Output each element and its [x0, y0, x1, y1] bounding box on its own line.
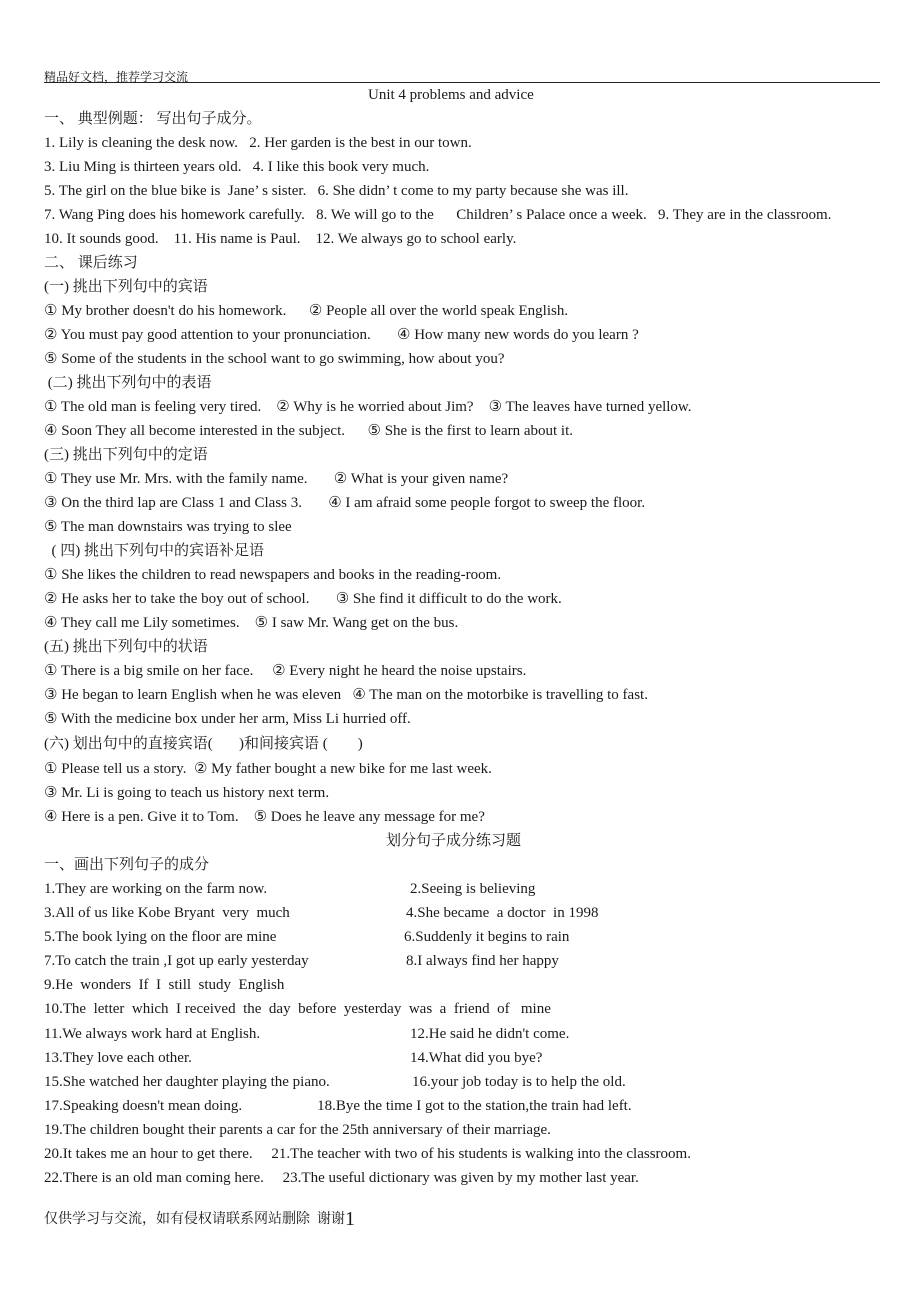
example-line: 5. The girl on the blue bike is Jane’ s sister. 6. She didn’ t come to my party because she was ill. — [44, 183, 629, 199]
sentence-right: 4.She became a doctor in 1998 — [406, 905, 599, 921]
exercise-line: ③ He began to learn English when he was eleven ④ The man on the motorbike is travelling to fast. — [44, 687, 648, 703]
sentence-line: 17.Speaking doesn't mean doing. 18.Bye the time I got to the station,the train had left. — [44, 1098, 632, 1114]
sentence-line: 9.He wonders If I still study English — [44, 977, 285, 993]
exercise-line: ③ Mr. Li is going to teach us history next term. — [44, 785, 330, 801]
section1-heading: 一、 典型例题： 写出句子成分。 — [44, 111, 262, 127]
exercise-line: ⑤ The man downstairs was trying to slee — [44, 519, 292, 535]
section2-heading: 二、 课后练习 — [44, 255, 138, 271]
sentence-right: 12.He said he didn't come. — [410, 1026, 570, 1042]
exercise-line: ② You must pay good attention to your pronunciation. ④ How many new words do you learn ? — [44, 327, 639, 343]
exercise-line: ① They use Mr. Mrs. with the family name. ② What is your given name? — [44, 471, 509, 487]
section3-heading: 一、画出下列句子的成分 — [44, 857, 210, 873]
example-line: 3. Liu Ming is thirteen years old. 4. I like this book very much. — [44, 159, 430, 175]
sentence-right: 2.Seeing is believing — [410, 881, 536, 897]
part-heading: (五) 挑出下列句中的状语 — [44, 639, 208, 655]
example-line: 7. Wang Ping does his homework carefully. 8. We will go to the Children’ s Palace once a week. 9. They are in the classroom. — [44, 207, 832, 223]
exercise-line: ② He asks her to take the boy out of school. ③ She find it difficult to do the work. — [44, 591, 562, 607]
exercise-line: ④ Soon They all become interested in the subject. ⑤ She is the first to learn about it. — [44, 423, 574, 439]
sentence-line: 22.There is an old man coming here. 23.The useful dictionary was given by my mother last year. — [44, 1170, 639, 1186]
part-heading: (二) 挑出下列句中的表语 — [44, 375, 212, 391]
sentence-left: 13.They love each other. — [44, 1050, 192, 1066]
sentence-left: 1.They are working on the farm now. — [44, 881, 268, 897]
sentence-right: 8.I always find her happy — [406, 953, 559, 969]
part-heading: ( 四) 挑出下列句中的宾语补足语 — [44, 543, 264, 559]
exercise-line: ① There is a big smile on her face. ② Every night he heard the noise upstairs. — [44, 663, 527, 679]
page-number: 1 — [345, 1208, 355, 1230]
sentence-left: 5.The book lying on the floor are mine — [44, 929, 277, 945]
exercise-line: ④ Here is a pen. Give it to Tom. ⑤ Does he leave any message for me? — [44, 809, 485, 825]
footer-text: 仅供学习与交流，如有侵权请联系网站删除 谢谢 — [44, 1212, 345, 1227]
exercise-line: ① Please tell us a story. ② My father bought a new bike for me last week. — [44, 761, 492, 777]
page-header-text: 精品好文档，推荐学习交流 — [44, 70, 189, 84]
part-heading: (一) 挑出下列句中的宾语 — [44, 279, 208, 295]
sentence-left: 7.To catch the train ,I got up early yesterday — [44, 953, 309, 969]
sentence-right: 16.your job today is to help the old. — [412, 1074, 626, 1090]
sentence-left: 11.We always work hard at English. — [44, 1026, 261, 1042]
example-line: 1. Lily is cleaning the desk now. 2. Her garden is the best in our town. — [44, 135, 472, 151]
exercise-line: ⑤ With the medicine box under her arm, Miss Li hurried off. — [44, 711, 411, 727]
exercise-line: ③ On the third lap are Class 1 and Class 3. ④ I am afraid some people forgot to sweep the floor. — [44, 495, 646, 511]
sentence-line: 19.The children bought their parents a car for the 25th anniversary of their marriage. — [44, 1122, 551, 1138]
exercise-line: ⑤ Some of the students in the school want to go swimming, how about you? — [44, 351, 505, 367]
sentence-right: 14.What did you bye? — [410, 1050, 543, 1066]
exercise-line: ① She likes the children to read newspapers and books in the reading-room. — [44, 567, 502, 583]
exercise-line: ④ They call me Lily sometimes. ⑤ I saw Mr. Wang get on the bus. — [44, 615, 459, 631]
sentence-right: 6.Suddenly it begins to rain — [404, 929, 570, 945]
sentence-left: 3.All of us like Kobe Bryant very much — [44, 905, 290, 921]
part-heading: (六) 划出句中的直接宾语( )和间接宾语 ( ) — [44, 736, 363, 752]
example-line: 10. It sounds good. 11. His name is Paul. 12. We always go to school early. — [44, 231, 517, 247]
practice-title: 划分句子成分练习题 — [386, 833, 522, 849]
unit-title: Unit 4 problems and advice — [368, 87, 534, 103]
sentence-line: 20.It takes me an hour to get there. 21.The teacher with two of his students is walking into the classroom. — [44, 1146, 691, 1162]
part-heading: (三) 挑出下列句中的定语 — [44, 447, 208, 463]
page-footer — [44, 1206, 355, 1229]
sentence-line: 10.The letter which I received the day before yesterday was a friend of mine — [44, 1001, 551, 1017]
sentence-left: 15.She watched her daughter playing the piano. — [44, 1074, 330, 1090]
exercise-line: ① My brother doesn't do his homework. ② People all over the world speak English. — [44, 303, 569, 319]
header-rule — [44, 82, 880, 83]
exercise-line: ① The old man is feeling very tired. ② Why is he worried about Jim? ③ The leaves have turned yellow. — [44, 399, 692, 415]
